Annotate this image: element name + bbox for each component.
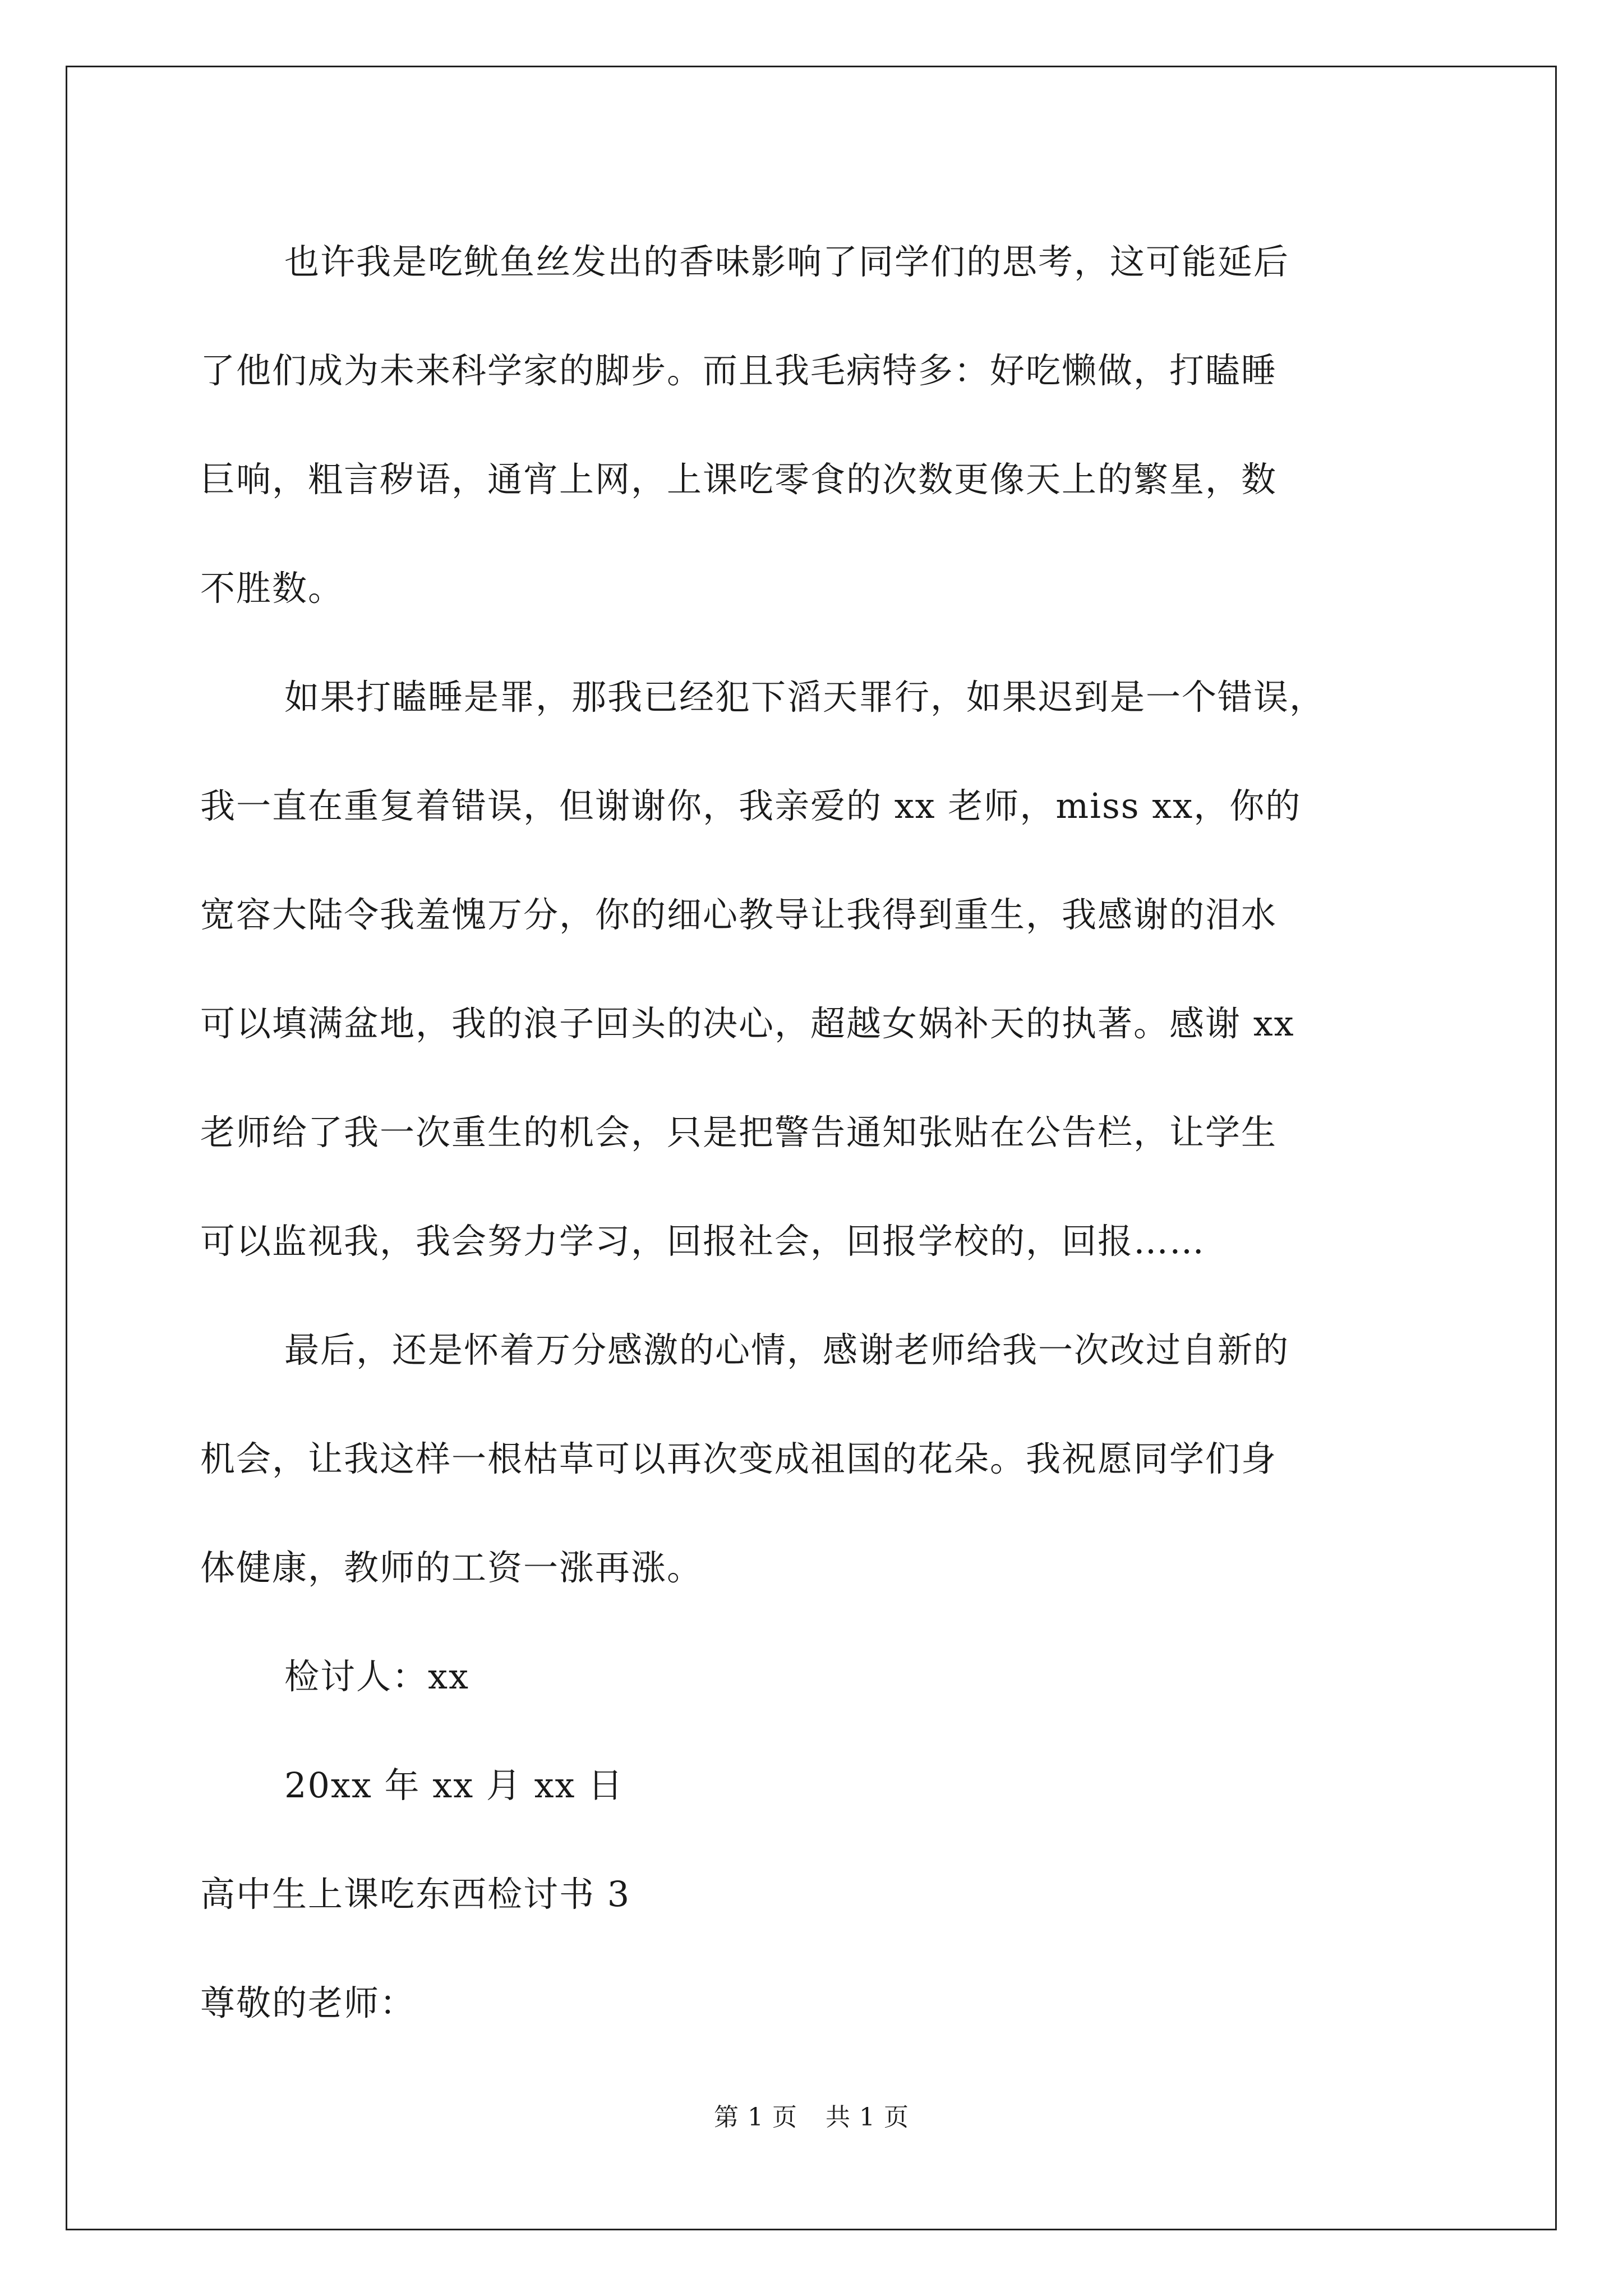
signature: 检讨人：xx: [284, 1656, 469, 1697]
text-line: 巨响，粗言秽语，通宵上网，上课吃零食的次数更像天上的繁星，数: [200, 459, 1278, 500]
text-line: 可以填满盆地，我的浪子回头的决心，超越女娲补天的执著。感谢 xx: [200, 1003, 1295, 1044]
page-footer: [0, 2097, 1623, 2133]
text-line: 我一直在重复着错误，但谢谢你，我亲爱的 xx 老师，miss xx，你的: [200, 785, 1302, 826]
date: 20xx 年 xx 月 xx 日: [284, 1765, 624, 1806]
text-line: 机会，让我这样一根枯草可以再次变成祖国的花朵。我祝愿同学们身: [200, 1438, 1278, 1479]
text-line: 可以监视我，我会努力学习，回报社会，回报学校的，回报……: [200, 1221, 1206, 1262]
section-title: 高中生上课吃东西检讨书 3: [200, 1874, 631, 1915]
text-line: 也许我是吃鱿鱼丝发出的香味影响了同学们的思考，这可能延后: [284, 241, 1290, 282]
text-line: 如果打瞌睡是罪，那我已经犯下滔天罪行，如果迟到是一个错误，: [284, 677, 1326, 717]
page-total: 共 1 页: [826, 2103, 909, 2132]
paragraph-closing: [200, 1296, 1434, 1622]
paragraph-apology: [200, 208, 1434, 643]
salutation: 尊敬的老师：: [200, 1982, 416, 2023]
document-body: [200, 208, 1434, 2058]
page-number: 第 1 页: [714, 2103, 797, 2132]
text-line: 了他们成为未来科学家的脚步。而且我毛病特多：好吃懒做，打瞌睡: [200, 350, 1278, 391]
paragraph-thanks: [200, 643, 1434, 1296]
text-line: 宽容大陆令我羞愧万分，你的细心教导让我得到重生，我感谢的泪水: [200, 894, 1278, 935]
text-line: 老师给了我一次重生的机会，只是把警告通知张贴在公告栏，让学生: [200, 1112, 1278, 1153]
text-line: 最后，还是怀着万分感激的心情，感谢老师给我一次改过自新的: [284, 1329, 1290, 1370]
text-line: 体健康，教师的工资一涨再涨。: [200, 1547, 703, 1588]
text-line: 不胜数。: [200, 568, 344, 609]
